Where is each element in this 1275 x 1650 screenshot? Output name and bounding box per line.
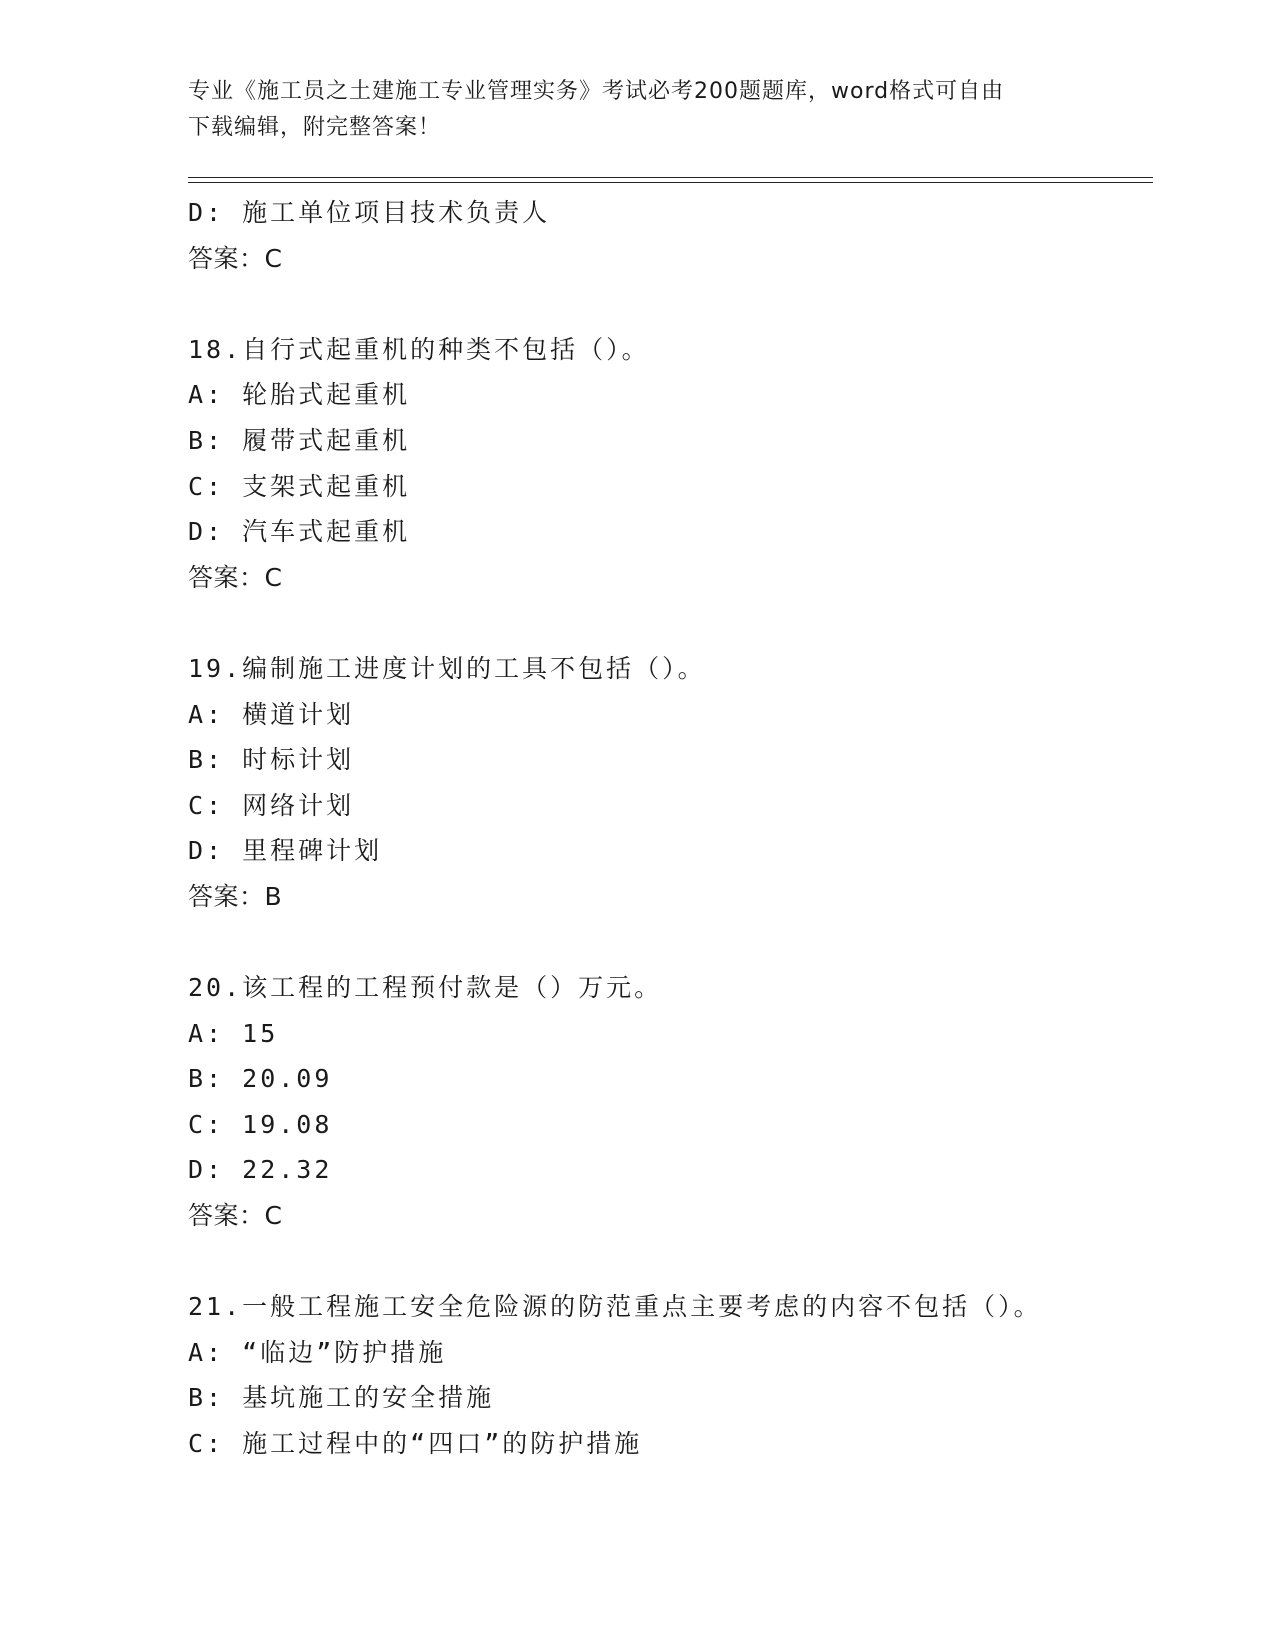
option-b: B: 时标计划 (188, 745, 355, 775)
option-b: B: 20.09 (188, 1064, 333, 1094)
answer-line: 答案：C (188, 243, 283, 273)
question-stem: 18.自行式起重机的种类不包括（）。 (188, 334, 650, 364)
option-d: D: 施工单位项目技术负责人 (188, 198, 551, 227)
option-d: D: 里程碑计划 (188, 836, 383, 866)
question-block-19 (188, 646, 1148, 920)
question-stem: 21.一般工程施工安全危险源的防范重点主要考虑的内容不包括（）。 (188, 1292, 1042, 1322)
header-line-2: 下载编辑，附完整答案！ (188, 115, 442, 140)
header-divider-bottom (188, 182, 1153, 183)
header-line-1: 专业《施工员之土建施工专业管理实务》考试必考200题题库，word格式可自由 (188, 79, 1005, 104)
question-block-17-tail (188, 190, 1148, 281)
option-c: C: 19.08 (188, 1109, 333, 1139)
document-header (188, 74, 1088, 146)
question-stem: 20.该工程的工程预付款是（）万元。 (188, 973, 663, 1003)
option-b: B: 履带式起重机 (188, 425, 411, 455)
option-a: A: 15 (188, 1018, 279, 1048)
answer-line: 答案：C (188, 562, 283, 592)
option-d: D: 汽车式起重机 (188, 517, 411, 547)
question-stem: 19.编制施工进度计划的工具不包括（）。 (188, 653, 706, 683)
question-block-21 (188, 1284, 1148, 1466)
answer-line: 答案：B (188, 881, 283, 911)
option-a: A: “临边”防护措施 (188, 1337, 447, 1367)
answer-line: 答案：C (188, 1201, 283, 1231)
option-d: D: 22.32 (188, 1155, 333, 1185)
option-a: A: 横道计划 (188, 699, 355, 729)
question-block-18 (188, 327, 1148, 601)
option-c: C: 支架式起重机 (188, 471, 411, 501)
header-divider-top (188, 177, 1153, 178)
option-a: A: 轮胎式起重机 (188, 380, 411, 410)
question-block-20 (188, 965, 1148, 1239)
option-c: C: 网络计划 (188, 790, 355, 820)
option-b: B: 基坑施工的安全措施 (188, 1383, 495, 1413)
option-c: C: 施工过程中的“四口”的防护措施 (188, 1429, 643, 1459)
question-list (188, 190, 1148, 1467)
